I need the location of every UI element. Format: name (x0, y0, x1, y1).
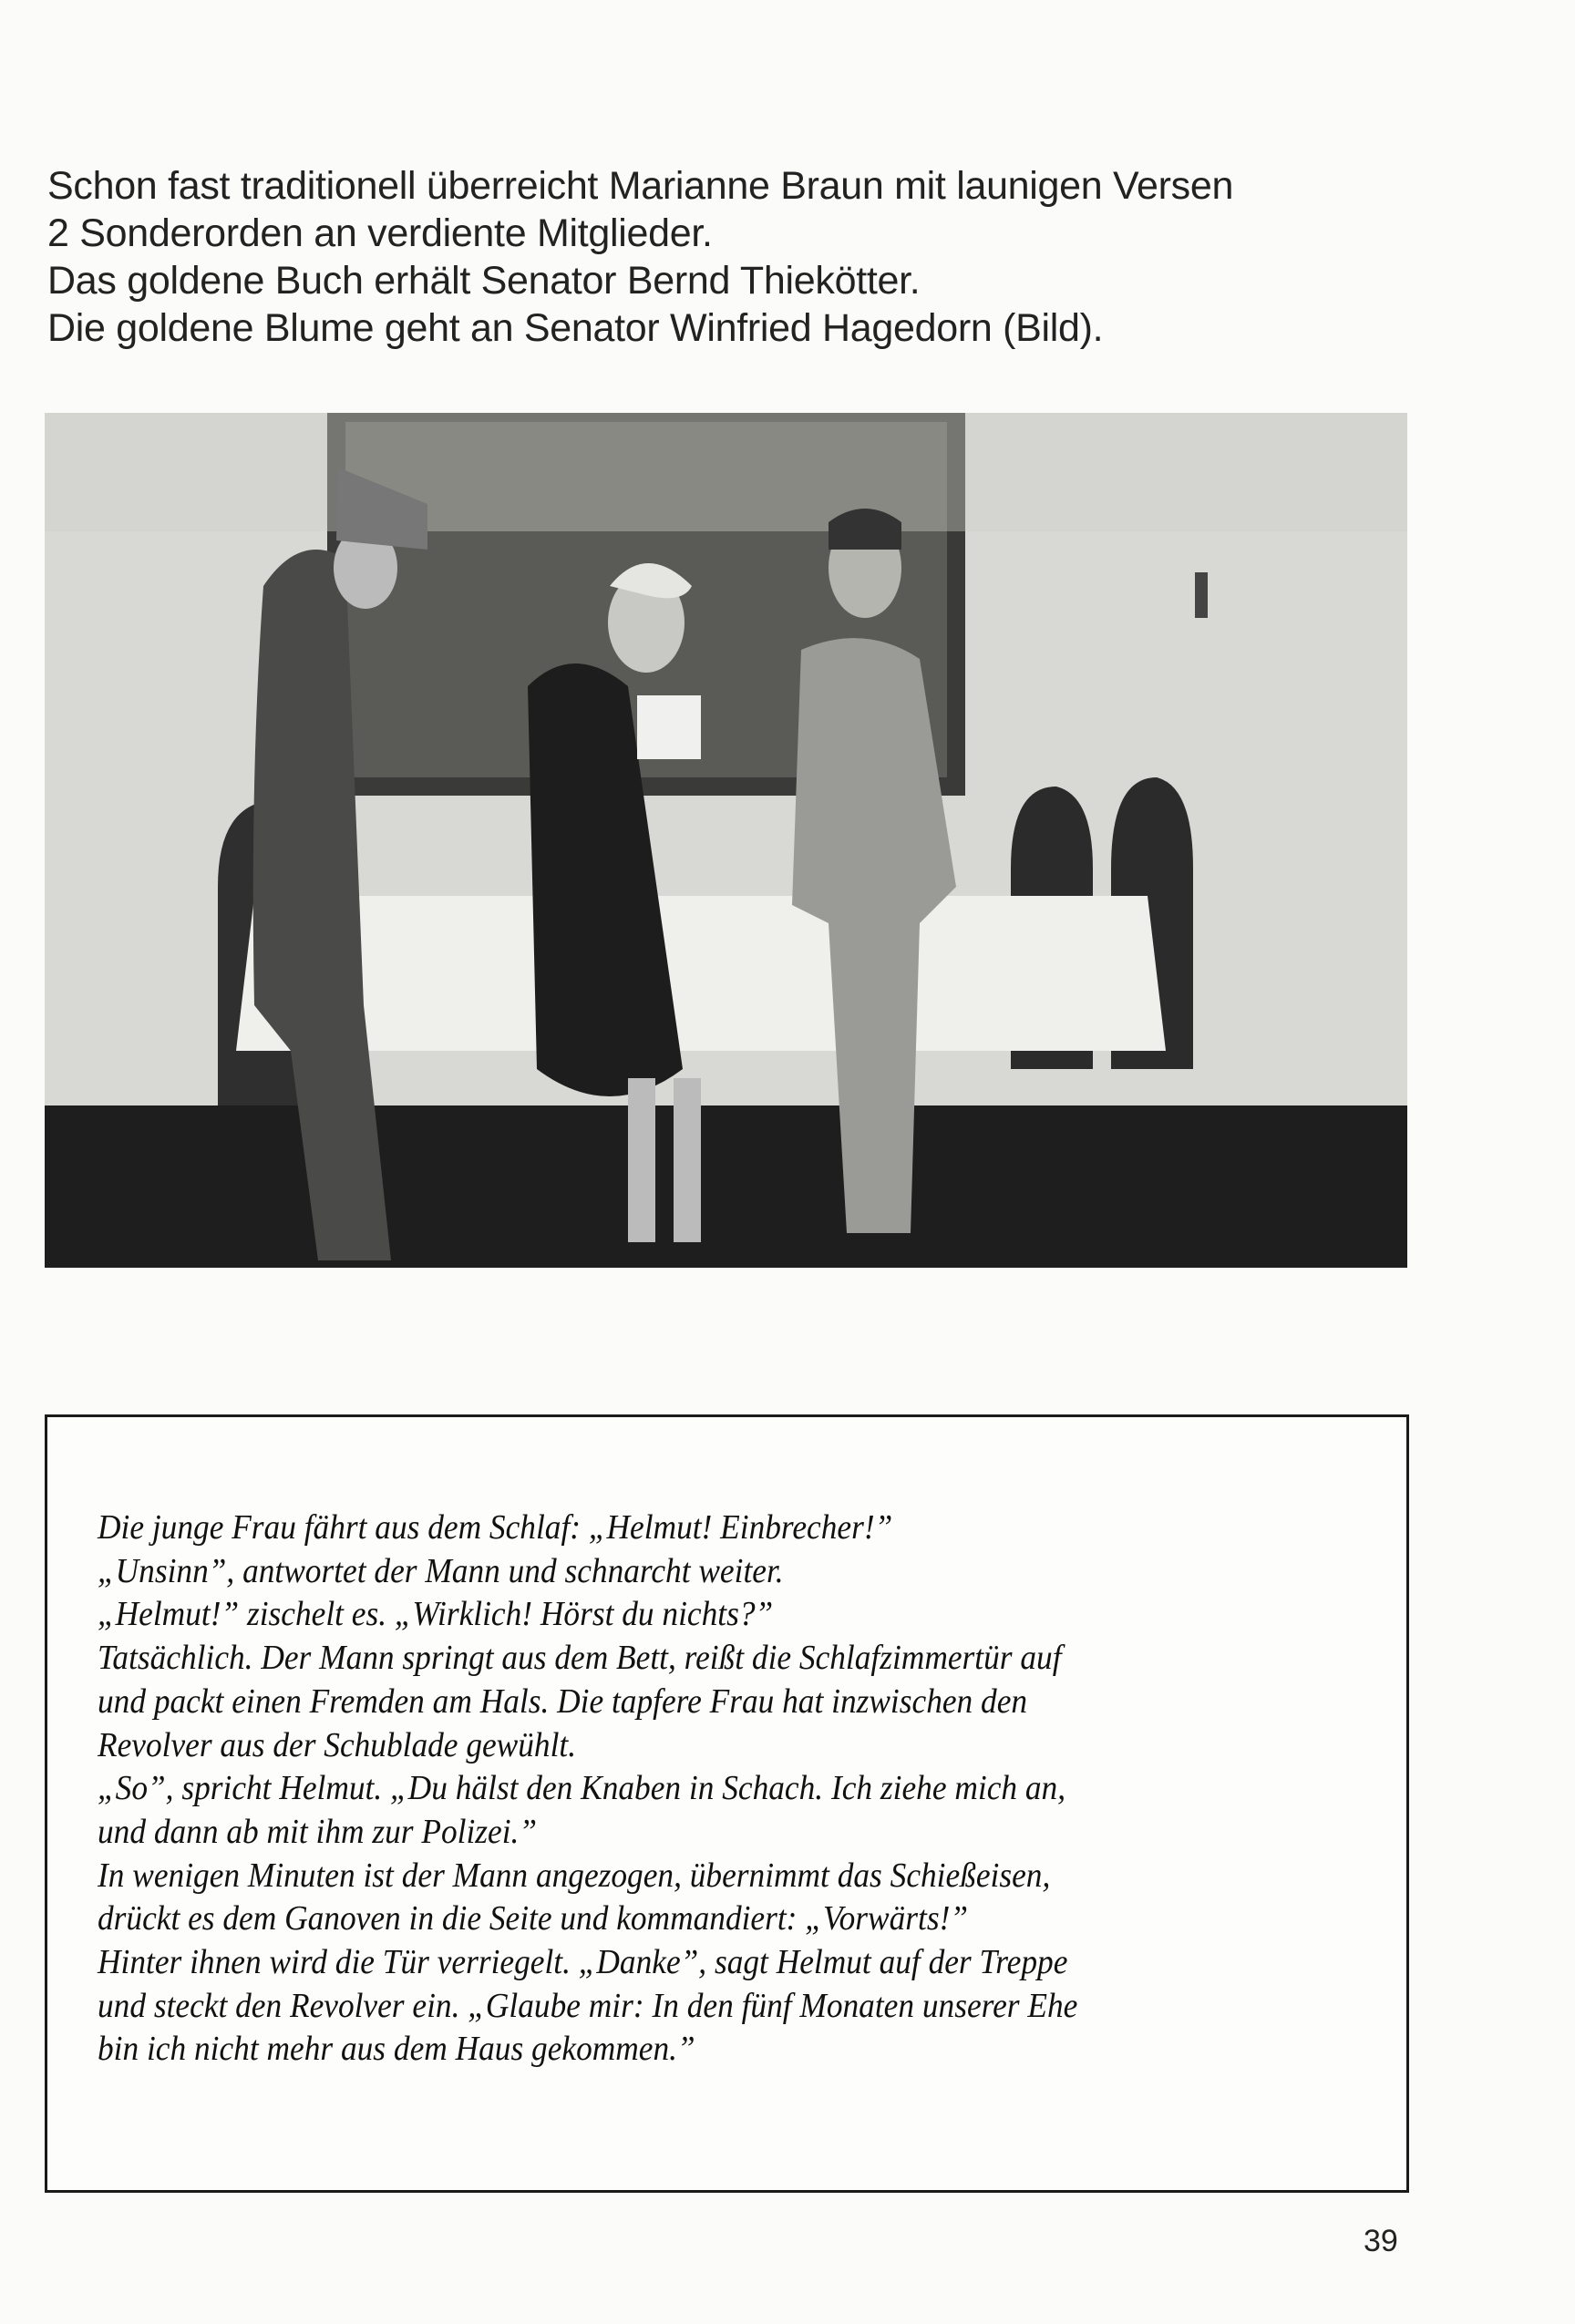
story-line: drückt es dem Ganoven in die Seite und kommandiert: „Vorwärts!” (98, 1899, 969, 1938)
intro-line: Schon fast traditionell überreicht Marianne Braun mit launigen Versen (47, 164, 1234, 208)
story-line: und packt einen Fremden am Hals. Die tapfere Frau hat inzwischen den (98, 1681, 1028, 1721)
event-photo (45, 413, 1407, 1268)
anecdote-box (45, 1414, 1409, 2193)
story-line: Hinter ihnen wird die Tür verriegelt. „Danke”, sagt Helmut auf der Treppe (98, 1943, 1068, 1982)
anecdote-text (98, 1506, 1151, 2072)
story-line: „Helmut!” zischelt es. „Wirklich! Hörst du nichts?” (98, 1595, 774, 1634)
story-line: bin ich nicht mehr aus dem Haus gekommen.” (98, 2030, 695, 2069)
story-line: Tatsächlich. Der Mann springt aus dem Bett, reißt die Schlafzimmertür auf (98, 1639, 1062, 1678)
story-line: und steckt den Revolver ein. „Glaube mir: In den fünf Monaten unserer Ehe (98, 1986, 1078, 2025)
story-line: Revolver aus der Schublade gewühlt. (98, 1725, 577, 1764)
story-line: und dann ab mit ihm zur Polizei.” (98, 1812, 538, 1851)
story-line: Die junge Frau fährt aus dem Schlaf: „Helmut! Einbrecher!” (98, 1508, 893, 1547)
story-line: In wenigen Minuten ist der Mann angezogen, übernimmt das Schießeisen, (98, 1856, 1051, 1895)
story-line: „Unsinn”, antwortet der Mann und schnarcht weiter. (98, 1551, 784, 1590)
intro-paragraph (47, 162, 1469, 352)
intro-line: Die goldene Blume geht an Senator Winfried Hagedorn (Bild). (47, 306, 1104, 350)
intro-line: Das goldene Buch erhält Senator Bernd Thiekötter. (47, 259, 921, 303)
page-number: 39 (1364, 2224, 1398, 2258)
story-line: „So”, spricht Helmut. „Du hälst den Knaben in Schach. Ich ziehe mich an, (98, 1769, 1066, 1808)
intro-line: 2 Sonderorden an verdiente Mitglieder. (47, 211, 713, 255)
